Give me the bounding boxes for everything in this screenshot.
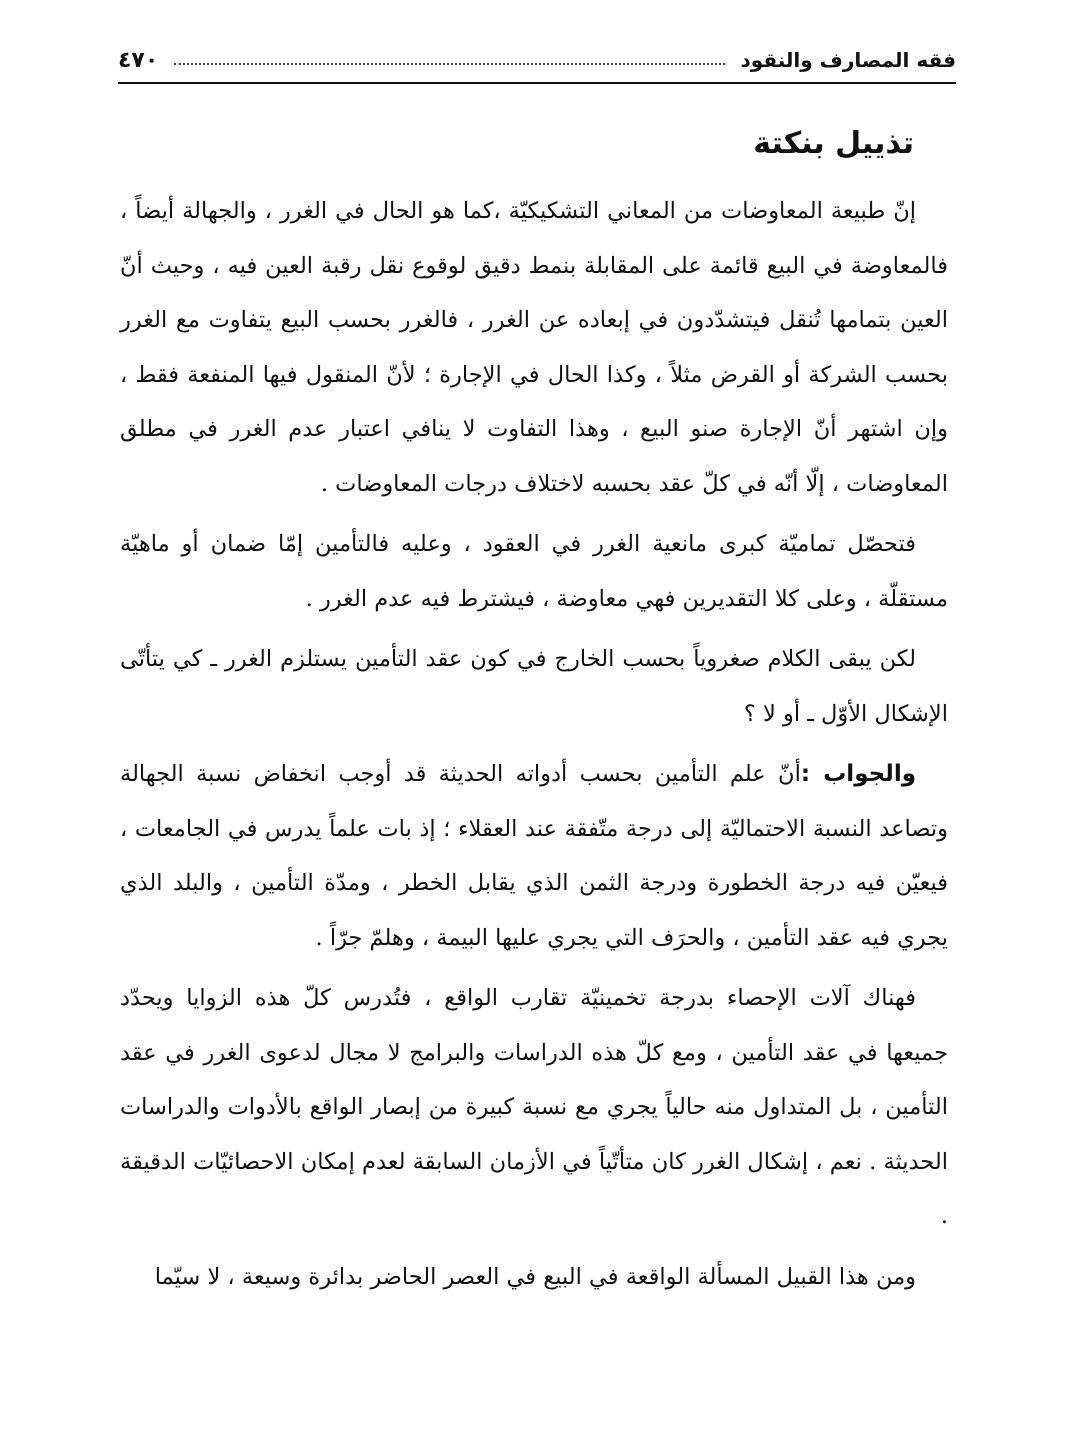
paragraph-text: ومن هذا القبيل المسألة الواقعة في البيع في العصر الحاضر بدائرة وسيعة ، لا سيّما <box>154 1263 916 1290</box>
paragraph-text: فهناك آلات الإحصاء بدرجة تخمينيّة تقارب الواقع ، فتُدرس كلّ هذه الزوايا ويحدّد جميعها في عقد التأمين ، ومع كلّ هذه الدراسات والبرامج لا مجال لدعوى الغرر في عقد التأمين ، بل المتداول منه حالياً يجري مع نسبة كبيرة من إبصار الواقع بالأدوات والدراسات الحديثة . نعم ، إشكال الغرر كان متأتّياً في الأزمان السابقة لعدم إمكان الاحصائيّات الدقيقة . <box>120 985 948 1229</box>
running-header <box>118 38 956 84</box>
page-number: ٤٧٠ <box>118 47 159 73</box>
paragraph <box>120 747 948 965</box>
section-title: تذييل بنكتة <box>753 126 914 161</box>
leader-dots <box>174 63 724 65</box>
book-title: فقه المصارف والنقود <box>740 48 956 72</box>
paragraph <box>120 184 948 511</box>
paragraph-text: أنّ علم التأمين بحسب أدواته الحديثة قد أوجب انخفاض نسبة الجهالة وتصاعد النسبة الاحتماليّة إلى درجة متّفقة عند العقلاء ؛ إذ بات علماً يدرس في الجامعات ، فيعيّن فيه درجة الخطورة ودرجة الثمن الذي يقابل الخطر ، ومدّة التأمين ، والبلد الذي يجري فيه عقد التأمين ، والحرَف التي يجري عليها البيمة ، وهلمّ جرّاً . <box>120 761 948 951</box>
body-text <box>120 184 948 1310</box>
paragraph-text: إنّ طبيعة المعاوضات من المعاني التشكيكيّة ،كما هو الحال في الغرر ، والجهالة أيضاً ، فالمعاوضة في البيع قائمة على المقابلة بنمط دقيق لوقوع نقل رقبة العين فيه ، وحيث أنّ العين بتمامها تُنقل فيتشدّدون في إبعاده عن الغرر ، فالغرر بحسب البيع يتفاوت مع الغرر بحسب الشركة أو القرض مثلاً ، وكذا الحال في الإجارة ؛ لأنّ المنقول فيها المنفعة فقط ، وإن اشتهر أنّ الإجارة صنو البيع ، وهذا التفاوت لا ينافي اعتبار عدم الغرر في مطلق المعاوضات ، إلّا أنّه في كلّ عقد بحسبه لاختلاف درجات المعاوضات . <box>120 198 948 497</box>
paragraph <box>120 632 948 741</box>
paragraph <box>120 1250 948 1305</box>
answer-lead: والجواب : <box>800 761 917 787</box>
paragraph <box>120 971 948 1244</box>
paragraph-text: فتحصّل تماميّة كبرى مانعية الغرر في العقود ، وعليه فالتأمين إمّا ضمان أو ماهيّة مستقلّة ، وعلى كلا التقديرين فهي معاوضة ، فيشترط فيه عدم الغرر . <box>120 531 948 612</box>
paragraph <box>120 517 948 626</box>
paragraph-text: لكن يبقى الكلام صغروياً بحسب الخارج في كون عقد التأمين يستلزم الغرر ـ كي يتأتّى الإشكال الأوّل ـ أو لا ؟ <box>120 646 948 727</box>
